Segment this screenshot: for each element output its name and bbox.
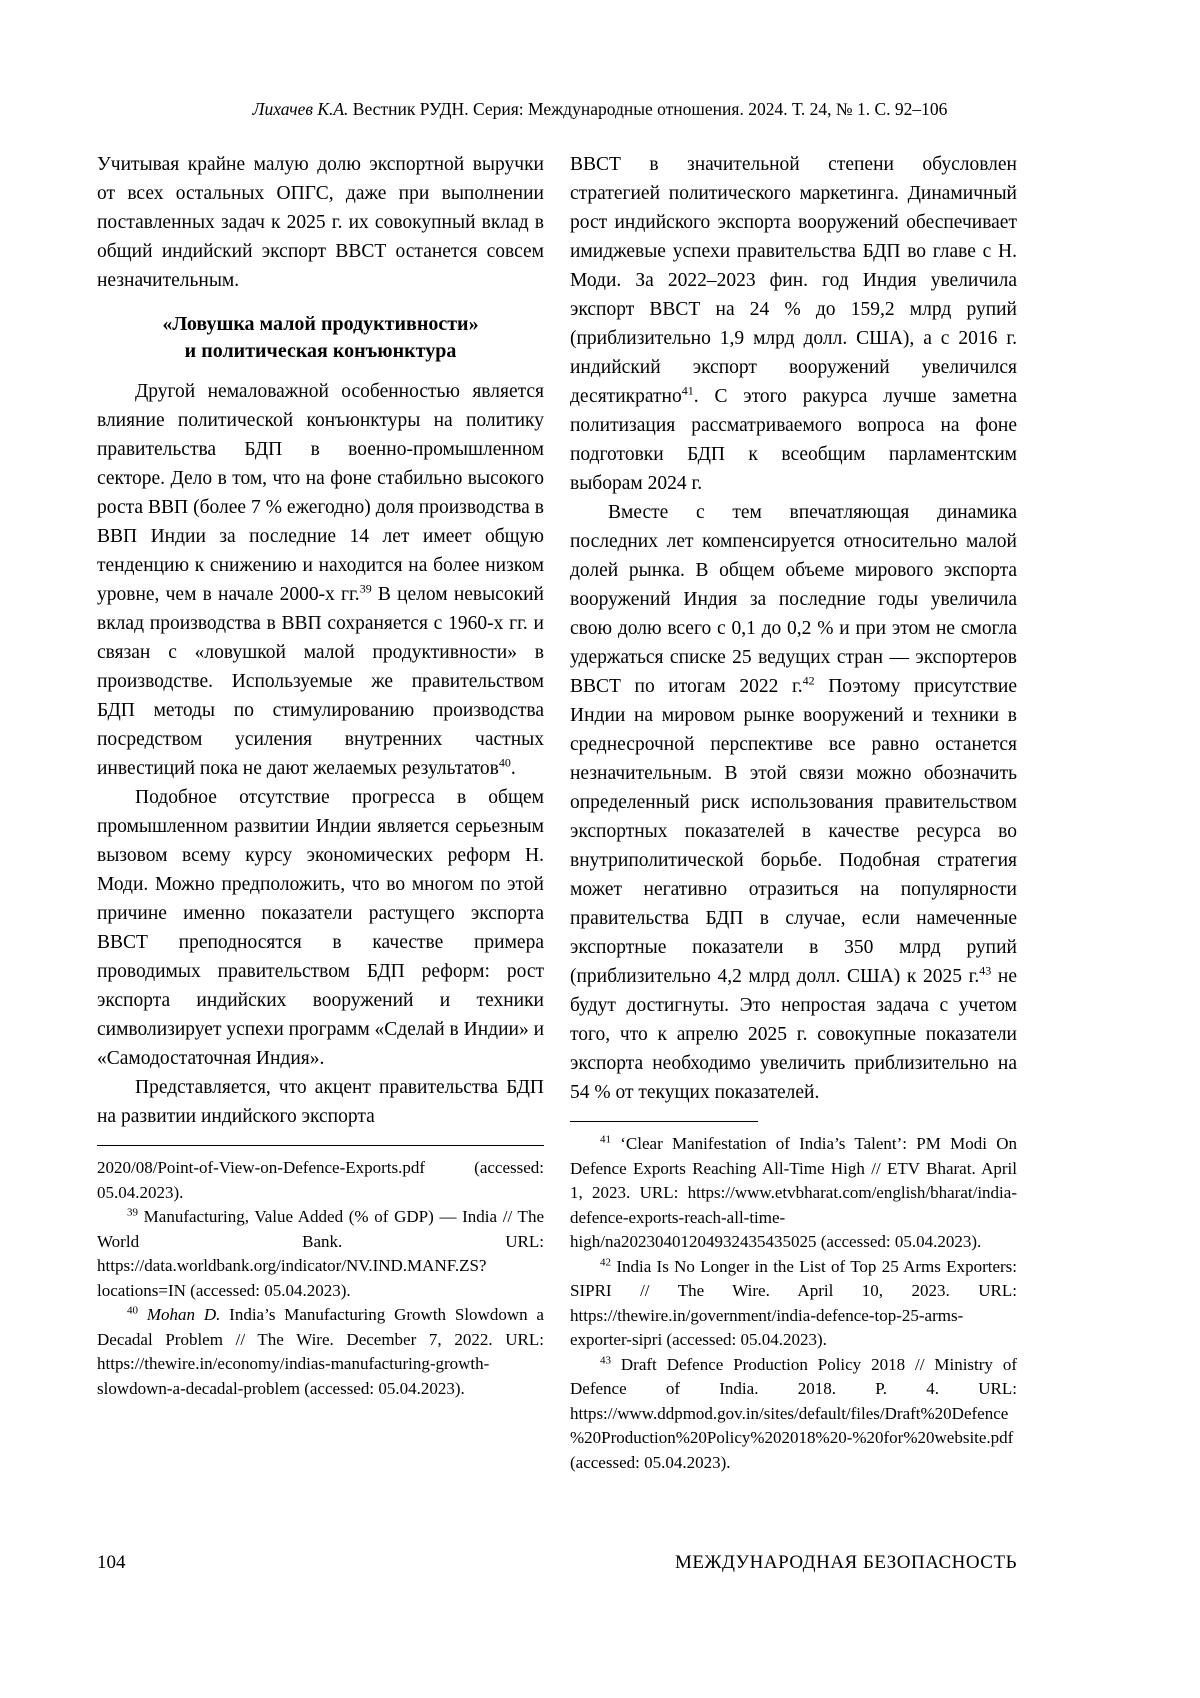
paragraph-text: Другой немаловажной особенностью является влияние политической конъюнктуры на политику правительства БДП в военно-промышленном секторе. Дело в том, что на фоне стабильно высокого роста ВВП (более 7 % ежегодно) доля производства в ВВП Индии за последние 14 лет имеет общую тенденцию к снижению и находится на более низком уровне, чем в начале 2000-х гг. (97, 381, 544, 605)
paragraph (97, 1073, 544, 1131)
footnote-text: Draft Defence Production Policy 2018 // Ministry of Defence of India. 2018. P. 4. URL: https://www.ddpmod.gov.in/sites/default/files/Draft%20Defence%20Production%20Policy%202018%20-%20for%20website.pdf (accessed: 05.04.2023). (570, 1354, 1017, 1472)
footnote-text: India Is No Longer in the List of Top 25 Arms Exporters: SIPRI // The Wire. April 10, 2023. URL: https://thewire.in/government/india-defence-top-25-arms-exporter-sipri (accessed: 05.04.2023). (570, 1256, 1017, 1349)
page-footer (97, 1552, 1017, 1574)
paragraph-text: Подобное отсутствие прогресса в общем промышленном развитии Индии является серьезным вызовом всему курсу экономических реформ Н. Моди. Можно предположить, что во многом по этой причине именно показатели растущего экспорта ВВСТ преподносятся в качестве примера проводимых правительством БДП реформ: рост экспорта индийских вооружений и техники символизирует успехи программ «Сделай в Индии» и «Самодостаточная Индия». (97, 787, 545, 1069)
footnote-text: Manufacturing, Value Added (% of GDP) — India // The World Bank. URL: https://data.worldbank.org/indicator/NV.IND.MANF.ZS?locations=IN (accessed: 05.04.2023). (97, 1207, 544, 1300)
running-header (0, 98, 1200, 120)
footnote-39 (97, 1205, 544, 1303)
paragraph-text: . (510, 758, 516, 779)
footnote-marker: 42 (600, 1255, 611, 1268)
paragraph-text: не будут достигнуты. Это непростая задача с учетом того, что к апрелю 2025 г. совокупные показатели экспорта необходимо увеличить приблизительно на 54 % от текущих показателей. (570, 966, 1018, 1103)
footnotes-block (570, 1132, 1017, 1475)
two-column-content (97, 150, 1017, 1475)
footnote-marker: 41 (600, 1133, 611, 1146)
section-heading (97, 311, 544, 365)
footnote-separator (97, 1145, 544, 1146)
paragraph (570, 498, 1017, 1107)
footnote-40 (97, 1303, 544, 1401)
paragraph-text: Поэтому присутствие Индии на мировом рынке вооружений и техники в среднесрочной перспективе все равно останется незначительным. В этой связи можно обозначить определенный риск использования правительством экспортных показателей в качестве ресурса во внутриполитической борьбе. Подобная стратегия может негативно отразиться на популярности правительства БДП в случае, если намеченные экспортные показатели в 350 млрд рупий (приблизительно 4,2 млрд долл. США) к 2025 г. (570, 676, 1017, 987)
paragraph (97, 783, 544, 1073)
section-heading-line1: «Ловушка малой продуктивности» (162, 313, 479, 335)
footnote-marker: 43 (600, 1353, 611, 1366)
footnote-continuation (97, 1156, 544, 1205)
footnote-ref-41: 41 (681, 383, 694, 398)
footnote-ref-40: 40 (498, 755, 511, 770)
header-author: Лихачев К.А. (252, 99, 349, 119)
paragraph-text: . С этого ракурса лучше заметна политизация рассматриваемого вопроса на фоне подготовки БДП к всеобщим парламентским выборам 2024 г. (570, 386, 1017, 494)
footnote-ref-39: 39 (359, 581, 372, 596)
footnote-41 (570, 1132, 1017, 1255)
paragraph-text: Вместе с тем впечатляющая динамика последних лет компенсируется относительно малой долей рынка. В общем объеме мирового экспорта вооружений Индия за последние годы увеличила свою долю всего с 0,1 до 0,2 % и при этом не смогла удержаться списке 25 ведущих стран — экспортеров ВВСТ по итогам 2022 г. (570, 502, 1017, 697)
paragraph-text: В целом невысокий вклад производства в ВВП сохраняется с 1960-х гг. и связан с «ловушкой малой продуктивности» в производстве. Используемые же правительством БДП методы по стимулированию производства посредством усиления внутренних частных инвестиций пока не дают желаемых результатов (97, 584, 544, 779)
footnote-author: Mohan D. (138, 1305, 221, 1324)
footnote-43 (570, 1353, 1017, 1476)
footnote-ref-42: 42 (802, 673, 815, 688)
footnotes-block (97, 1156, 544, 1401)
header-citation: Вестник РУДН. Серия: Международные отношения. 2024. Т. 24, № 1. С. 92–106 (348, 99, 948, 119)
section-heading-line2: и политическая конъюнктура (184, 340, 457, 362)
left-column (97, 150, 544, 1475)
paragraph-text: Представляется, что акцент правительства БДП на развитии индийского экспорта (97, 1077, 544, 1127)
paragraph (570, 150, 1017, 498)
paragraph-text: Учитывая крайне малую долю экспортной выручки от всех остальных ОПГС, даже при выполнении поставленных задач к 2025 г. их совокупный вклад в общий индийский экспорт ВВСТ останется совсем незначительным. (97, 154, 544, 291)
footnote-ref-43: 43 (979, 963, 992, 978)
footnote-text: ‘Clear Manifestation of India’s Talent’: PM Modi On Defence Exports Reaching All-Time High // ETV Bharat. April 1, 2023. URL: https://www.etvbharat.com/english/bharat/india-defence-exports-reach-all-time-high/na20230401204932435435025 (accessed: 05.04.2023). (570, 1134, 1017, 1251)
paragraph (97, 377, 544, 783)
footnote-text: 2020/08/Point-of-View-on-Defence-Exports.pdf (accessed: 05.04.2023). (97, 1158, 544, 1202)
right-column (570, 150, 1017, 1475)
footnote-42 (570, 1255, 1017, 1353)
footnote-separator (570, 1121, 758, 1122)
page-number: 104 (97, 1552, 126, 1573)
footnote-marker: 40 (127, 1304, 138, 1317)
paragraph-text: ВВСТ в значительной степени обусловлен стратегией политического маркетинга. Динамичный рост индийского экспорта вооружений обеспечивает имиджевые успехи правительства БДП во главе с Н. Моди. За 2022–2023 фин. год Индия увеличила экспорт ВВСТ на 24 % до 159,2 млрд рупий (приблизительно 1,9 млрд долл. США), а с 2016 г. индийский экспорт вооружений увеличился десятикратно (570, 154, 1017, 407)
paragraph (97, 150, 544, 295)
footer-section-title: МЕЖДУНАРОДНАЯ БЕЗОПАСНОСТЬ (674, 1552, 1017, 1573)
footnote-text: India’s Manufacturing Growth Slowdown a Decadal Problem // The Wire. December 7, 2022. URL: https://thewire.in/economy/indias-manufacturing-growth-slowdown-a-decadal-problem (accessed: 05.04.2023). (97, 1305, 544, 1398)
footnote-marker: 39 (127, 1206, 138, 1219)
